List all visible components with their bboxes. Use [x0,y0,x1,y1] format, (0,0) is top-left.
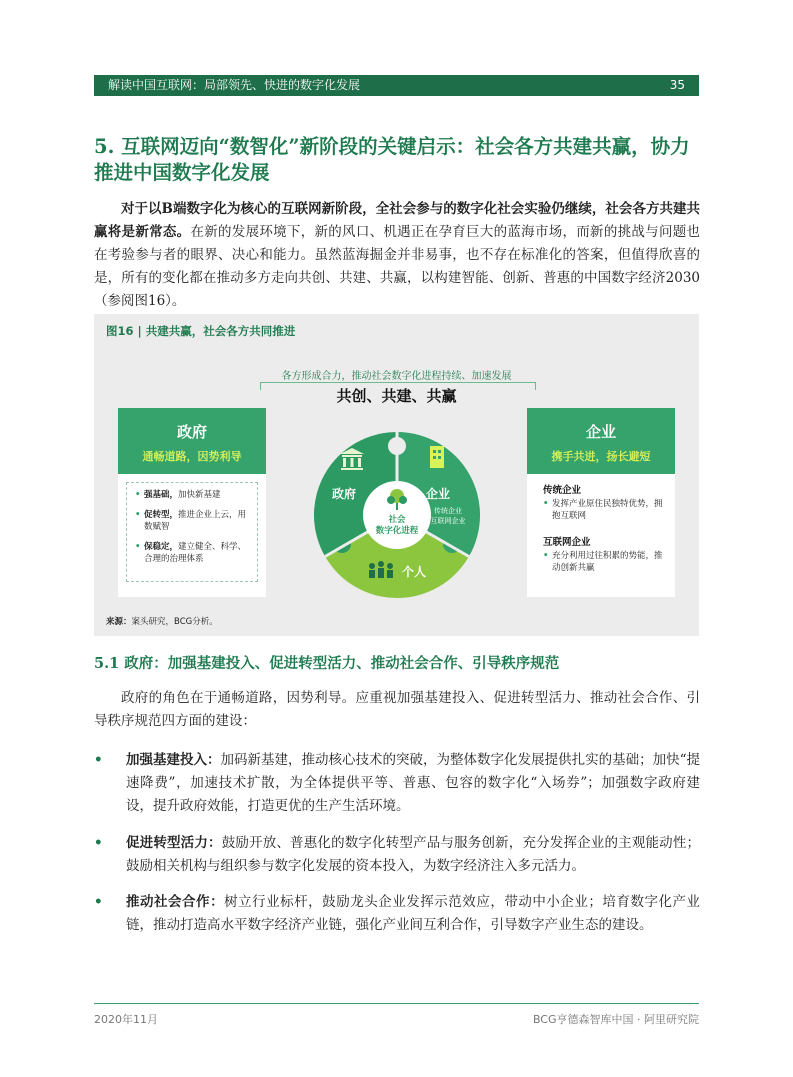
bullet-body: 加码新基建，推动核心技术的突破，为整体数字化发展提供扎实的基础；加快“提速降费”，加速技术扩散，为全体提供平等、普惠、包容的数字化“入场券”；加强数字政府建设，提升政府效能，打造更优的生产生活环境。 [126,752,700,814]
bullet-bold: 加强基建投入： [126,752,221,768]
bullet-text [126,891,700,937]
footer-date: 2020年11月 [94,1013,158,1026]
wheel-label-government: 政府 [332,487,357,501]
list-item-bold: 强基础， [144,490,179,500]
figure-motto: 共创、共建、共赢 [336,387,457,405]
source-text: 案头研究，BCG分析。 [131,617,218,627]
enterprise-box [527,408,675,597]
wheel-sublabel-traditional: 传统企业 [434,507,462,515]
section-paragraph: 政府的角色在于通畅道路，因势利导。应重视加强基建投入、促进转型活力、推动社会合作、引导秩序规范四方面的建设： [94,690,700,729]
list-item [135,541,253,565]
wheel-label-enterprise: 企业 [425,487,451,501]
list-item-text: 建立健全、科学、合理的治理体系 [144,542,247,564]
intro-bold: 对于以B端数字化为核心的互联网新阶段，全社会参与的数字化社会实验仍继续，社会各方共建共赢将是新常态。 [94,201,700,240]
government-box-subtitle: 通畅道路，因势利导 [142,450,242,463]
government-list [126,482,258,582]
list-item-bold: 保稳定， [144,542,179,552]
figure-title: 图16 | 共建共赢，社会各方共同推进 [106,324,296,338]
bullet-bold: 推动社会合作： [126,894,225,910]
bullet-bold: 促进转型活力： [126,835,222,851]
enterprise-list [543,482,667,586]
enterprise-box-subtitle: 携手共进，扬长避短 [551,450,651,463]
wheel-center-line1: 社会 [388,515,406,525]
list-item-text: 加快新基建 [178,490,221,500]
bullet-dot: • [94,752,103,768]
chapter-heading: 5. 互联网迈向“数智化”新阶段的关键启示：社会各方共建共赢，协力推进中国数字化发展 [94,135,690,184]
bullet-item [94,749,700,818]
figure-16 [94,314,699,636]
government-box-head [118,408,266,474]
bullet-body: 鼓励开放、普惠化的数字化转型产品与服务创新，充分发挥企业的主观能动性；鼓励相关机构与组织参与数字化发展的资本投入，为数字经济注入多元活力。 [126,835,701,874]
enterprise-box-head [527,408,675,474]
source-label: 来源： [106,617,132,627]
bullet-text [126,749,700,818]
list-item-text: 推进企业上云，用数赋智 [144,510,247,532]
enterprise-section-title: 传统企业 [543,485,582,496]
footer-org: BCG亨德森智库中国 · 阿里研究院 [532,1013,699,1026]
office-building-icon [430,446,444,468]
enterprise-box-title: 企业 [585,423,616,441]
bullet-dot: • [94,835,103,851]
enterprise-section-title: 互联网企业 [543,537,591,548]
government-box [118,408,266,597]
figure-source [106,615,218,627]
footer-divider [94,1003,699,1004]
wheel-label-person: 个人 [401,565,427,579]
header-bar [94,75,699,96]
bullet-item [94,832,700,878]
bullet-dot: • [94,894,103,910]
bullet-text [126,832,700,878]
wheel-center-line2: 数字化进程 [375,526,419,536]
intro-rest: 在新的发展环境下，新的风口、机遇正在孕育巨大的蓝海市场，而新的挑战与问题也在考验参与者的眼界、决心和能力。虽然蓝海掘金并非易事，也不存在标准化的答案，但值得欣喜的是，所有的变化都在推动多方走向共创、共建、共赢，以构建智能、创新、普惠的中国数字经济2030（参阅图16）。 [94,224,701,309]
bullet-item [94,891,700,937]
figure-top-line: 各方形成合力，推动社会数字化进程持续、加速发展 [281,371,512,382]
bullet-body: 树立行业标杆，鼓励龙头企业发挥示范效应，带动中小企业；培育数字化产业链，推动打造高水平数字经济产业链，强化产业间互利合作，引导数字产业生态的建设。 [126,894,701,933]
section-heading: 5.1 政府：加强基建投入、促进转型活力、推动社会合作、引导秩序规范 [94,655,560,672]
intro-paragraph [94,198,700,313]
page-number: 35 [669,78,685,92]
government-box-title: 政府 [176,423,207,441]
list-item: • 发挥产业原住民独特优势，拥抱互联网 [543,498,667,522]
header-title: 解读中国互联网：局部领先、快进的数字化发展 [108,78,361,92]
society-wheel [302,426,492,604]
list-item [135,489,253,501]
list-item-bold: 促转型， [144,510,179,520]
list-item: • 充分利用过往积累的势能，推动创新共赢 [543,550,667,574]
wheel-sublabel-internet: 互联网企业 [430,517,466,525]
list-item [135,509,253,533]
